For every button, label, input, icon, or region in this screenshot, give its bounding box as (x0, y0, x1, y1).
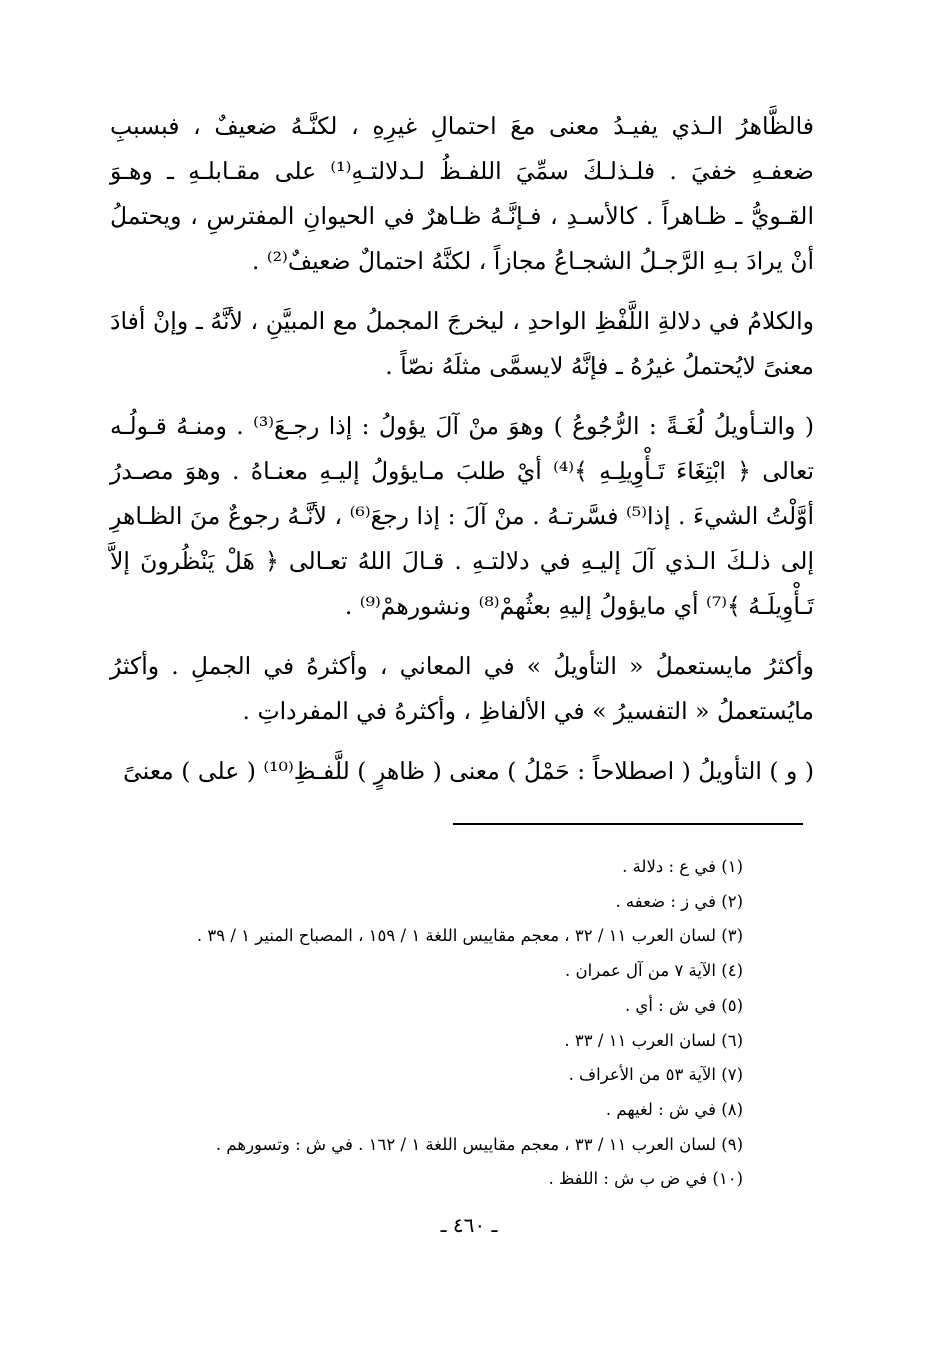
footnote-3: (٣) لسان العرب ١١ / ٣٢ ، معجم مقاييس اللغة ١ / ١٥٩ ، المصباح المنير ١ / ٣٩ . (196, 926, 743, 946)
footnote-6: (٦) لسان العرب ١١ / ٣٣ . (564, 1030, 743, 1050)
footnote-separator (453, 823, 803, 825)
paragraph-zahir: فالظَّاهرُ الـذي يفيـدُ معنى معَ احتمالِ غيرِهِ ، لكنَّـهُ ضعيفٌ ، فبسببِ ضعفـهِ خفيَ . فلـذلـكَ سمِّيَ اللفـظُ لـدلالتـهِ⁽¹⁾ على مقـابلـهِ ـ وهـوَ القـويُّ ـ ظـاهراً . كالأسـدِ ، فـإنَّـهُ ظـاهرٌ في الحيوانِ المفترسِ ، ويحتملُ أنْ يرادَ بـهِ الرَّجـلُ الشجـاعُ مجازاً ، لكنَّهُ احتمالٌ ضعيفٌ⁽²⁾ . (110, 112, 814, 275)
footnote-10: (١٠) في ض ب ش : اللفظ . (548, 1169, 743, 1189)
footnotes (160, 850, 743, 1197)
paragraph-aktharu: وأكثرُ مايستعملُ « التأويلُ » في المعاني ، وأكثرهُ في الجملِ . وأكثرُ مايُستعملُ « التفسيرُ » في الألفاظِ ، وأكثرهُ في المفرداتِ . (110, 652, 814, 725)
main-text (110, 104, 814, 809)
footnote-8: (٨) في ش : لغيهم . (605, 1099, 743, 1119)
page-number: ـ ٤٦٠ ـ (440, 1213, 498, 1237)
footnote-7: (٧) الآية ٥٣ من الأعراف . (568, 1065, 743, 1085)
footnote-9: (٩) لسان العرب ١١ / ٣٣ ، معجم مقاييس اللغة ١ / ١٦٢ . في ش : وتسورهم . (215, 1134, 743, 1154)
paragraph-tawil-istilah: ( و ) التأويلُ ( اصطلاحاً : حَمْلُ ) معنى ( ظاهرٍ ) للَّفـظِ⁽¹⁰⁾ ( على ) معنىً (123, 757, 814, 785)
footnote-1: (١) في ع : دلالة . (622, 857, 743, 876)
footnote-4: (٤) الآية ٧ من آل عمران . (565, 961, 743, 981)
paragraph-kalam: والكلامُ في دلالةِ اللَّفْظِ الواحدِ ، ليخرجَ المجملُ مع المبيَّنِ ، لأنَّهُ ـ وإنْ أفادَ معنىً لايُحتملُ غيرُهُ ـ فإنَّهُ لايسمَّى مثلَهُ نصّاً . (110, 307, 814, 380)
footnote-2: (٢) في ز : ضعفه . (615, 891, 743, 911)
paragraph-tawil-lugha: ( والتـأويلُ لُغَـةً : الرُّجُوعُ ) وهوَ منْ آلَ يؤولُ : إذا رجـعَ⁽³⁾ . ومنـهُ قـولُـه تعالى ﴿ ابْتِغَاءَ تَـأْوِيلِـهِ ﴾⁽⁴⁾ أيْ طلبَ مـايؤولُ إليـهِ معنـاهُ . وهوَ مصـدرُ أوَّلْتُ الشيءَ . إذا⁽⁵⁾ فسَّرتـهُ . منْ آلَ : إذا رجعَ⁽⁶⁾ ، لأنَّـهُ رجوعٌ منَ الظـاهرِ إلى ذلـكَ الـذي آلَ إليـهِ في دلالتـهِ . قـالَ اللهُ تعـالى ﴿ هَلْ يَنْظُرونَ إلاَّ تَـأْوِيلَـهُ ﴾⁽⁷⁾ أي مايؤولُ إليهِ بعثُهمْ⁽⁸⁾ ونشورهمْ⁽⁹⁾ . (110, 412, 814, 620)
footnote-5: (٥) في ش : أي . (624, 995, 743, 1015)
